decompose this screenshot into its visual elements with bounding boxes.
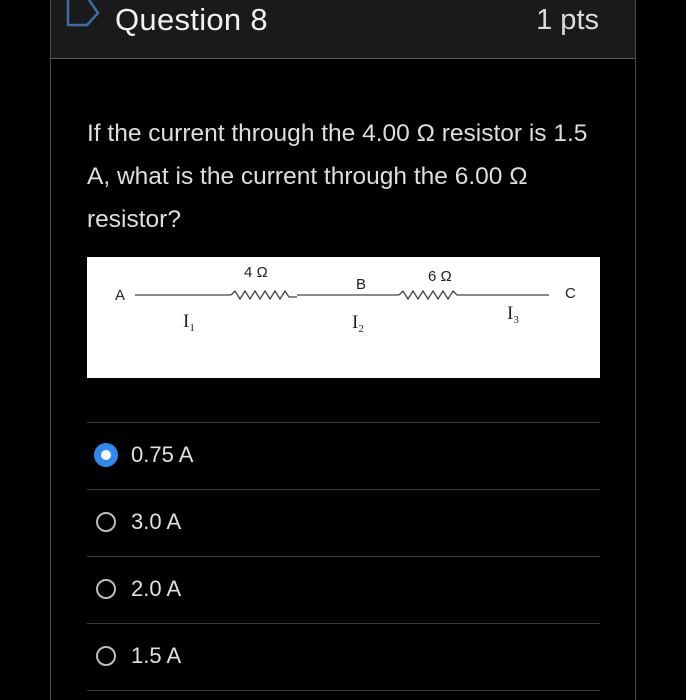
svg-text:I3 [507, 303, 519, 326]
resistor-4-ohm [231, 291, 297, 299]
node-a-label: A [115, 287, 126, 304]
current-3-sub: 3 [513, 314, 519, 326]
radio-selected-icon[interactable] [94, 443, 118, 467]
radio-icon[interactable] [96, 579, 116, 599]
flag-question-icon[interactable] [65, 0, 101, 28]
node-b-label: B [356, 276, 367, 293]
question-title: Question 8 [115, 2, 268, 37]
resistor-6-ohm [399, 291, 465, 299]
current-3-label: I [507, 303, 514, 324]
question-text: If the current through the 4.00 Ω resistor is 1.5 A, what is the current through the 6.00 Ω resistor? [87, 120, 588, 233]
current-1-sub: 1 [189, 322, 195, 334]
current-1-label: I [183, 311, 190, 332]
question-header [51, 0, 635, 59]
answer-label: 2.0 A [131, 576, 182, 601]
circuit-diagram [87, 257, 600, 378]
node-c-label: C [565, 285, 576, 302]
answer-label: 3.0 A [131, 509, 182, 534]
radio-icon[interactable] [96, 646, 116, 666]
resistor-2-label: 6 Ω [428, 268, 452, 285]
resistor-1-label: 4 Ω [244, 264, 268, 281]
answer-option[interactable] [87, 556, 600, 623]
answer-label: 0.75 A [131, 442, 194, 467]
answer-option[interactable] [87, 489, 600, 556]
current-2-sub: 2 [358, 323, 364, 335]
radio-icon[interactable] [96, 512, 116, 532]
answer-option[interactable] [87, 623, 600, 691]
answer-option[interactable] [87, 422, 600, 489]
svg-text:I1 [183, 311, 195, 334]
question-card [50, 0, 636, 700]
current-2-label: I [352, 312, 359, 333]
answer-label: 1.5 A [131, 643, 182, 668]
answer-list [87, 422, 600, 691]
question-points: 1 pts [536, 4, 599, 36]
svg-text:I2 [352, 312, 364, 335]
